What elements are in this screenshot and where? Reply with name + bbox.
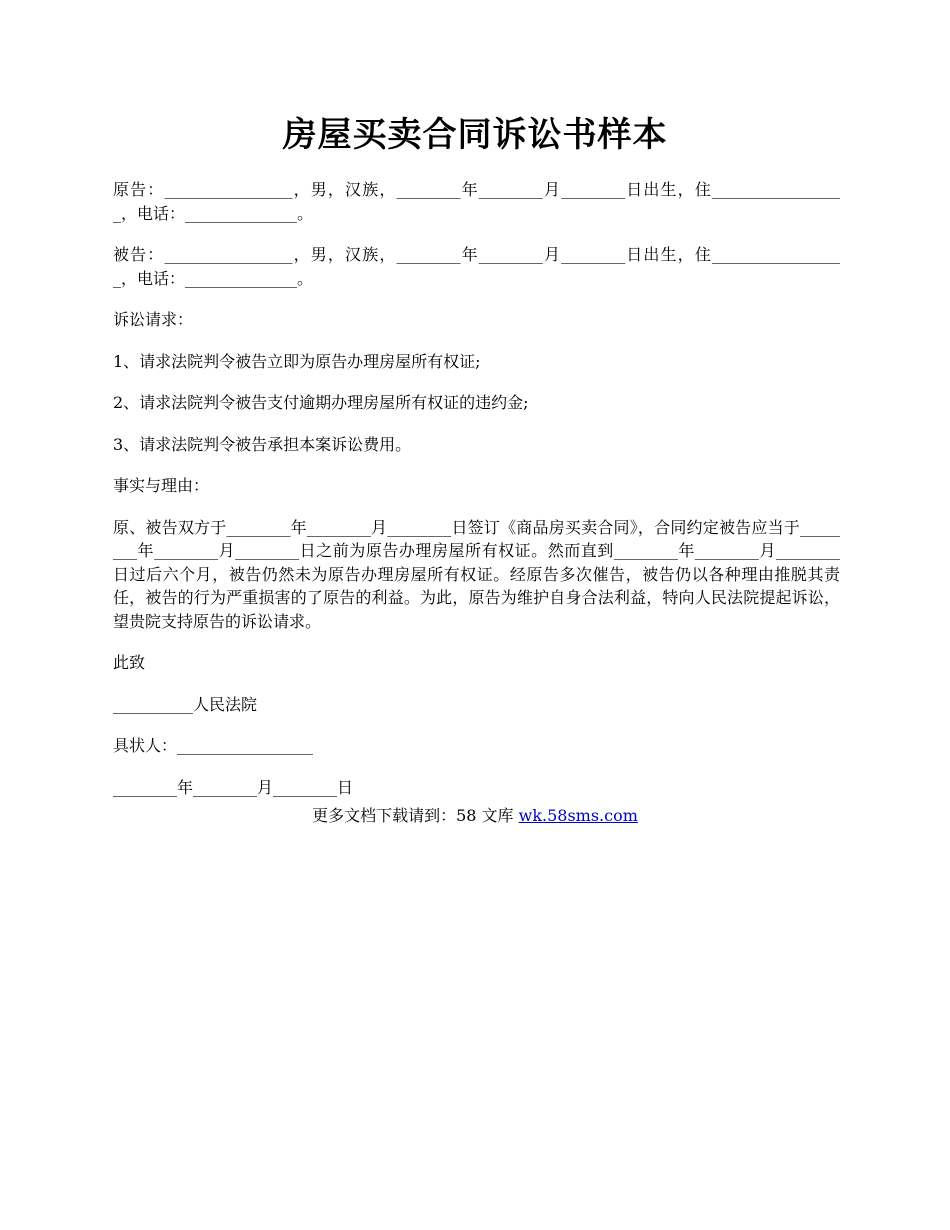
- closing-line: 此致: [113, 653, 146, 672]
- defendant-paragraph: 被告：________________，男，汉族，________年________月________日出生，住_________________，电话：______________。: [113, 245, 840, 288]
- download-footer: [0, 804, 950, 828]
- website-link[interactable]: wk.58sms.com: [518, 806, 638, 825]
- date-line: ________年________月________日: [113, 777, 354, 797]
- footer-text: 更多文档下载请到：58 文库: [312, 806, 519, 825]
- facts-paragraph: 原、被告双方于________年________月________日签订《商品房买卖合同》，合同约定被告应当于________年________月________日之前为原告办理房屋所有权证。然而直到________年________月________日过后六个月，被告仍然未为原告办理房屋所有权证。经原告多次催告，被告仍以各种理由推脱其责任，被告的行为严重损害的了原告的利益。为此，原告为维护自身合法利益，特向人民法院提起诉讼，望贵院支持原告的诉讼请求。: [113, 517, 840, 631]
- claim-item: 3、请求法院判令被告承担本案诉讼费用。: [113, 434, 412, 454]
- facts-heading: 事实与理由：: [113, 476, 210, 495]
- court-line: __________人民法院: [113, 694, 258, 714]
- claims-heading: 诉讼请求：: [113, 310, 194, 329]
- document-body: [113, 178, 840, 817]
- claim-item: 2、请求法院判令被告支付逾期办理房屋所有权证的违约金;: [113, 393, 529, 412]
- claim-item: 1、请求法院判令被告立即为原告办理房屋所有权证;: [113, 351, 481, 371]
- page-title: 房屋买卖合同诉讼书样本: [282, 115, 668, 155]
- signer-line: 具状人：_________________: [113, 736, 314, 755]
- plaintiff-paragraph: 原告：________________，男，汉族，________年________月________日出生，住_________________，电话：______________。: [113, 180, 840, 223]
